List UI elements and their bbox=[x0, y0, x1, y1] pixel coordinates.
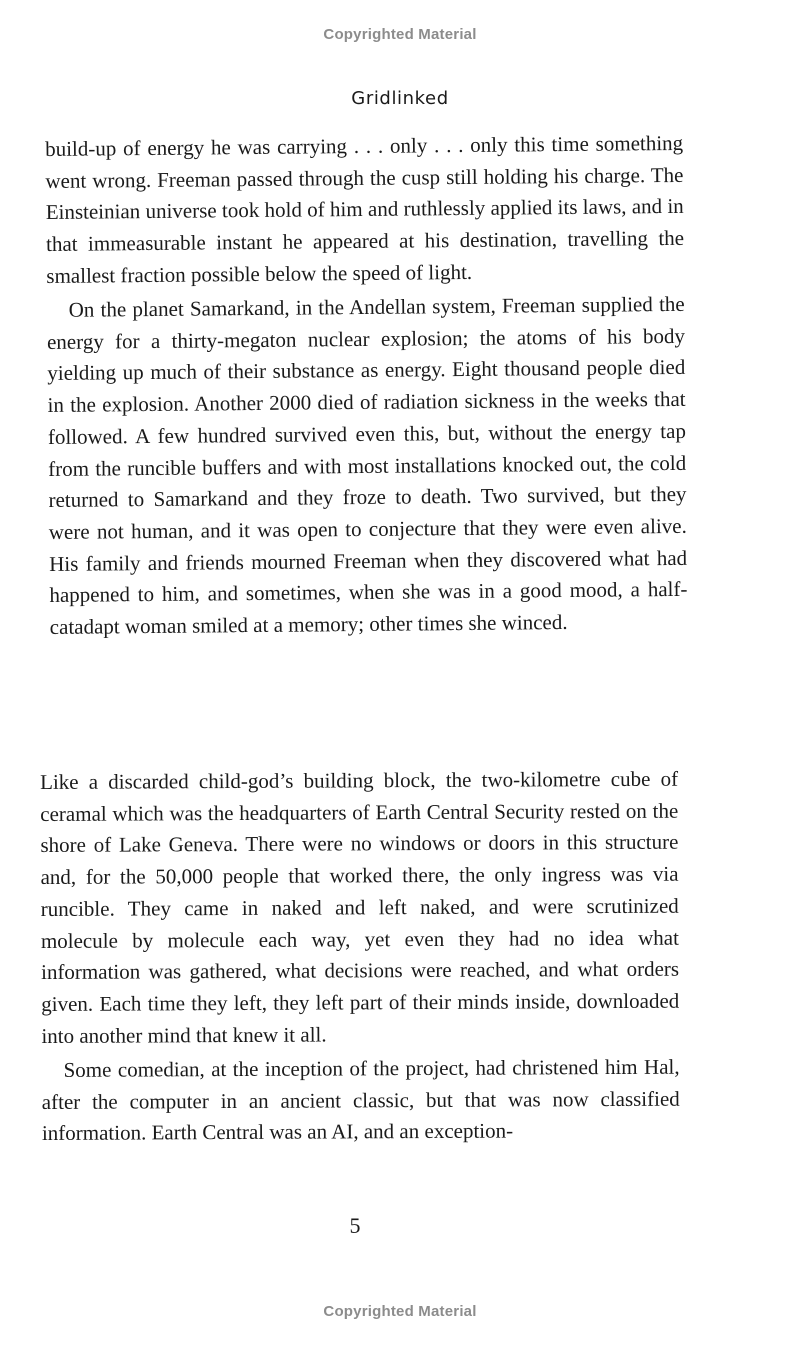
section-2 bbox=[40, 764, 680, 1150]
paragraph-3: Like a discarded child-god’s building block, the two-kilometre cube of ceramal which was the headquarters of Earth Central Security rested on the shore of Lake Geneva. There were no windows or doors in this structure and, for the 50,000 people that worked there, the only ingress was via runcible. They came in naked and left naked, and were scrutinized molecule by molecule each way, yet even they had no idea what information was gathered, what decisions were reached, and what orders given. Each time they left, they left part of their minds inside, downloaded into another mind that knew it all. bbox=[40, 766, 680, 1048]
paragraph-2: On the planet Samarkand, in the Andellan system, Freeman supplied the energy for a thirty-megaton nuclear explosion; the atoms of his body yielding up much of their substance as energy. Eight thousand people died in the explosion. Another 2000 died of radiation sickness in the weeks that followed. A few hundred survived even this, but, without the energy tap from the runcible buffers and with most installations knocked out, the cold returned to Samarkand and they froze to death. Two survived, but they were not human, and it was open to conjecture that they were even alive. His family and friends mourned Freeman when they discovered what had happened to him, and sometimes, when she was in a good mood, a half-catadapt woman smiled at a memory; other times she winced. bbox=[46, 291, 688, 640]
section-1 bbox=[45, 128, 688, 644]
paragraph-4: Some comedian, at the inception of the project, had christened him Hal, after the computer in an ancient classic, but that was now classified information. Earth Central was an AI, and an exception- bbox=[41, 1054, 680, 1146]
running-title: Gridlinked bbox=[351, 88, 449, 109]
page-number: 5 bbox=[349, 1213, 361, 1238]
watermark-top: Copyrighted Material bbox=[323, 26, 477, 43]
paragraph-1: build-up of energy he was carrying . . . only . . . only this time something went wrong. Freeman passed through the cusp still holding his charge. The Einsteinian universe took hold of him and ruthlessly applied its laws, and in that immeasurable instant he appeared at his destination, travelling the smallest fraction possible below the speed of light. bbox=[45, 130, 685, 288]
watermark-bottom: Copyrighted Material bbox=[323, 1303, 477, 1320]
